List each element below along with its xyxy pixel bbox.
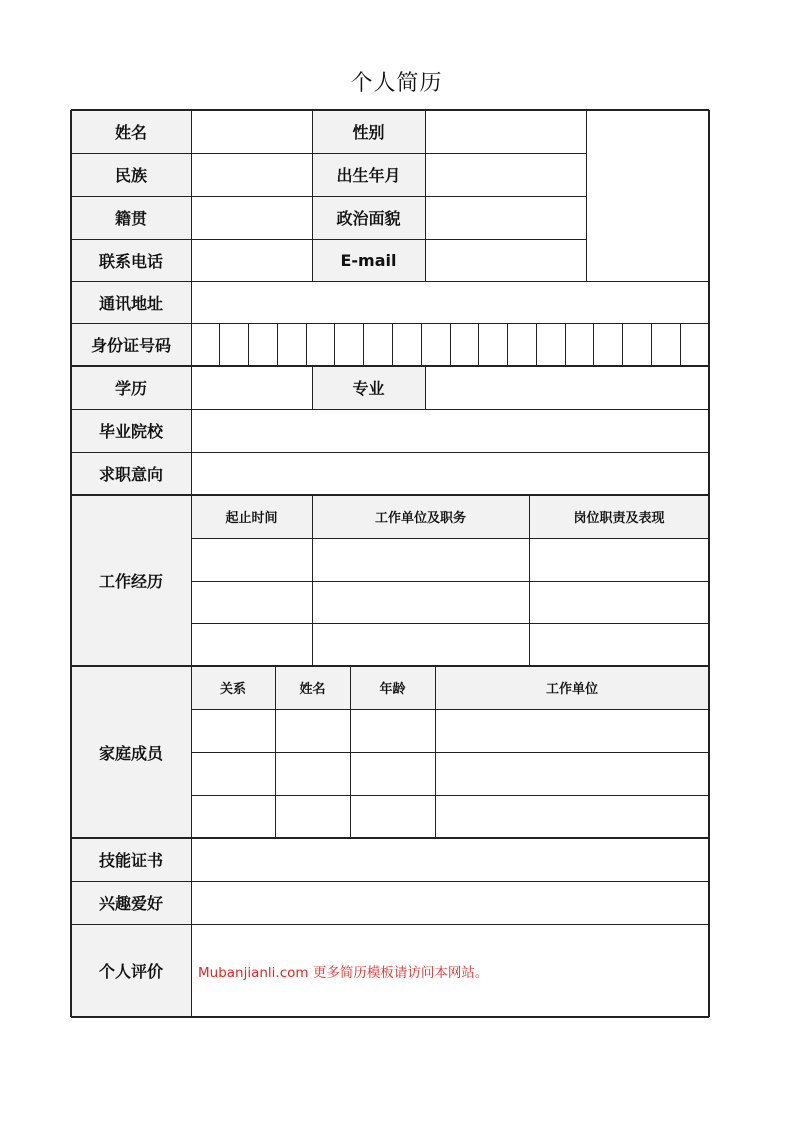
grid-line [680,323,681,366]
family-cell[interactable] [275,709,350,752]
grid-line [71,196,586,197]
grid-line [565,323,566,366]
id-digit-box[interactable] [249,323,278,366]
grid-line [71,239,586,240]
grid-line [191,709,709,710]
id-digit-box[interactable] [392,323,421,366]
grid-line [71,409,709,410]
grid-line [71,494,709,496]
work-header: 工作单位及职务 [312,495,529,538]
work-cell[interactable] [529,538,709,581]
grid-line [71,452,709,453]
work-cell[interactable] [312,581,529,623]
address-label: 通讯地址 [71,281,191,323]
work-cell[interactable] [312,538,529,581]
family-header: 工作单位 [435,666,709,709]
id-digit-box[interactable] [191,323,220,366]
grid-line [275,666,276,838]
name-label: 姓名 [71,110,191,153]
id-number-label: 身份证号码 [71,323,191,366]
id-digit-box[interactable] [220,323,249,366]
school-field[interactable] [191,409,709,452]
email-field[interactable] [425,239,586,281]
birth-field[interactable] [425,153,586,196]
grid-line [312,495,313,666]
grid-line [191,623,709,624]
grid-line [71,837,709,839]
id-digit-box[interactable] [594,323,623,366]
grid-line [425,110,426,281]
grid-line [507,323,508,366]
grid-line [363,323,364,366]
grid-line [71,109,709,111]
major-label: 专业 [312,366,425,409]
grid-line [306,323,307,366]
grid-line [421,323,422,366]
family-cell[interactable] [275,752,350,795]
grid-line [191,581,709,582]
political-status-label: 政治面貌 [312,196,425,239]
grid-line [191,752,709,753]
family-cell[interactable] [435,752,709,795]
work-cell[interactable] [312,623,529,666]
id-digit-box[interactable] [364,323,393,366]
work-cell[interactable] [191,581,312,623]
id-digit-box[interactable] [536,323,565,366]
grid-line [71,665,709,667]
grid-line [191,538,709,539]
grid-line [277,323,278,366]
family-header: 年龄 [350,666,435,709]
grid-line [536,323,537,366]
work-experience-label: 工作经历 [71,495,191,666]
gender-label: 性别 [312,110,425,153]
family-members-label: 家庭成员 [71,666,191,838]
id-digit-box[interactable] [508,323,537,366]
grid-line [651,323,652,366]
id-digit-box[interactable] [450,323,479,366]
work-cell[interactable] [529,623,709,666]
birth-label: 出生年月 [312,153,425,196]
work-cell[interactable] [191,623,312,666]
phone-field[interactable] [191,239,312,281]
id-digit-box[interactable] [306,323,335,366]
family-cell[interactable] [275,795,350,838]
hobbies-label: 兴趣爱好 [71,881,191,924]
major-field[interactable] [425,366,709,409]
grid-line [425,366,426,409]
job-intention-label: 求职意向 [71,452,191,495]
grid-line [219,323,220,366]
family-cell[interactable] [435,709,709,752]
grid-line [392,323,393,366]
id-digit-box[interactable] [277,323,306,366]
grid-line [435,666,436,838]
native-place-label: 籍贯 [71,196,191,239]
grid-line [191,110,192,1017]
id-digit-box[interactable] [335,323,364,366]
ethnicity-field[interactable] [191,153,312,196]
grid-line [71,281,709,282]
photo-area[interactable] [586,110,709,281]
native-place-field[interactable] [191,196,312,239]
family-cell[interactable] [435,795,709,838]
work-cell[interactable] [191,538,312,581]
family-cell[interactable] [191,795,275,838]
address-field[interactable] [191,281,709,323]
grid-line [334,323,335,366]
id-digit-box[interactable] [565,323,594,366]
grid-line [478,323,479,366]
id-digit-box[interactable] [421,323,450,366]
ethnicity-label: 民族 [71,153,191,196]
family-header: 姓名 [275,666,350,709]
grid-line [71,365,709,367]
hobbies-field[interactable] [191,881,709,924]
family-cell[interactable] [191,752,275,795]
grid-line [350,666,351,838]
work-header: 岗位职责及表现 [529,495,709,538]
degree-field[interactable] [191,366,312,409]
grid-line [71,323,709,324]
school-label: 毕业院校 [71,409,191,452]
self-evaluation-field[interactable]: Mubanjianli.com 更多简历模板请访问本网站。 [191,924,709,1017]
id-digit-box[interactable] [479,323,508,366]
grid-line [71,924,709,925]
grid-line [622,323,623,366]
grid-line [593,323,594,366]
id-digit-box[interactable] [680,323,709,366]
id-digit-box[interactable] [651,323,680,366]
family-cell[interactable] [350,709,435,752]
political-status-field[interactable] [425,196,586,239]
grid-line [248,323,249,366]
work-header: 起止时间 [191,495,312,538]
email-label: E-mail [312,239,425,281]
skills-label: 技能证书 [71,838,191,881]
grid-line [191,795,709,796]
id-digit-box[interactable] [623,323,652,366]
grid-line [71,153,586,154]
family-cell[interactable] [191,709,275,752]
grid-line [71,1016,709,1018]
family-header: 关系 [191,666,275,709]
gender-field[interactable] [425,110,586,153]
grid-line [586,110,587,281]
grid-line [450,323,451,366]
family-cell[interactable] [350,752,435,795]
page-title: 个人简历 [350,71,443,96]
job-intention-field[interactable] [191,452,709,495]
grid-line [312,110,313,281]
grid-line [529,495,530,666]
grid-line [71,881,709,882]
degree-label: 学历 [71,366,191,409]
family-cell[interactable] [350,795,435,838]
work-cell[interactable] [529,581,709,623]
self-evaluation-label: 个人评价 [71,924,191,1017]
skills-field[interactable] [191,838,709,881]
grid-line [312,366,313,409]
name-field[interactable] [191,110,312,153]
phone-label: 联系电话 [71,239,191,281]
